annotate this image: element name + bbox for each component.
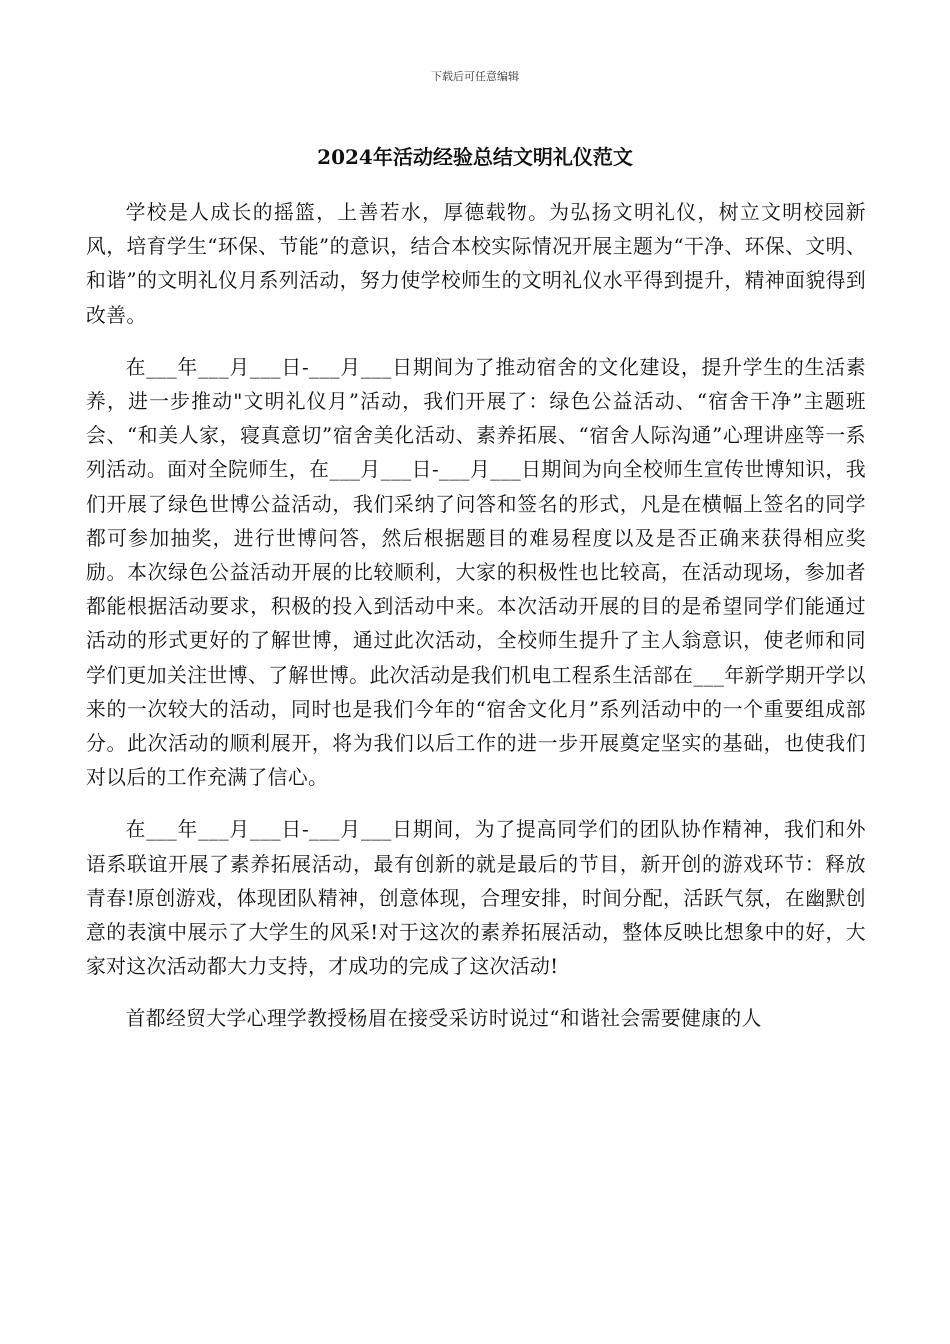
document-title: 2024年活动经验总结文明礼仪范文	[317, 145, 633, 169]
paragraph-quote: 首都经贸大学心理学教授杨眉在接受采访时说过“和谐社会需要健康的人	[125, 1007, 762, 1031]
document-body	[86, 196, 866, 1055]
header-note: 下载后可任意编辑	[431, 70, 519, 83]
paragraph-intro: 学校是人成长的摇篮，上善若水，厚德载物。为弘扬文明礼仪，树立文明校园新风，培育学生“环保、节能”的意识，结合本校实际情况开展主题为“干净、环保、文明、和谐”的文明礼仪月系列活动，努力使学校师生的文明礼仪水平得到提升，精神面貌得到改善。	[86, 201, 866, 327]
paragraph-expansion-activity: 在___年___月___日-___月___日期间，为了提高同学们的团队协作精神，我们和外语系联谊开展了素养拓展活动，最有创新的就是最后的节目，新开创的游戏环节：释放青春!原创游戏，体现团队精神，创意体现，合理安排，时间分配，活跃气氛，在幽默创意的表演中展示了大学生的风采!对于这次的素养拓展活动，整体反映比想象中的好，大家对这次活动都大力支持，才成功的完成了这次活动!	[86, 818, 866, 979]
paragraph-dorm-activities: 在___年___月___日-___月___日期间为了推动宿舍的文化建设，提升学生的生活素养，进一步推动"文明礼仪月”活动，我们开展了：绿色公益活动、“宿舍干净”主题班会、“和美人家，寝真意切”宿舍美化活动、素养拓展、“宿舍人际沟通”心理讲座等一系列活动。面对全院师生，在___月___日-___月___日期间为向全校师生宣传世博知识，我们开展了绿色世博公益活动，我们采纳了问答和签名的形式，凡是在横幅上签名的同学都可参加抽奖，进行世博问答，然后根据题目的难易程度以及是否正确来获得相应奖励。本次绿色公益活动开展的比较顺利，大家的积极性也比较高，在活动现场，参加者都能根据活动要求，积极的投入到活动中来。本次活动开展的目的是希望同学们能通过活动的形式更好的了解世博，通过此次活动，全校师生提升了主人翁意识，使老师和同学们更加关注世博、了解世博。此次活动是我们机电工程系生活部在___年新学期开学以来的一次较大的活动，同时也是我们今年的“宿舍文化月”系列活动中的一个重要组成部分。此次活动的顺利展开，将为我们以后工作的进一步开展奠定坚实的基础，也使我们对以后的工作充满了信心。	[86, 355, 866, 790]
